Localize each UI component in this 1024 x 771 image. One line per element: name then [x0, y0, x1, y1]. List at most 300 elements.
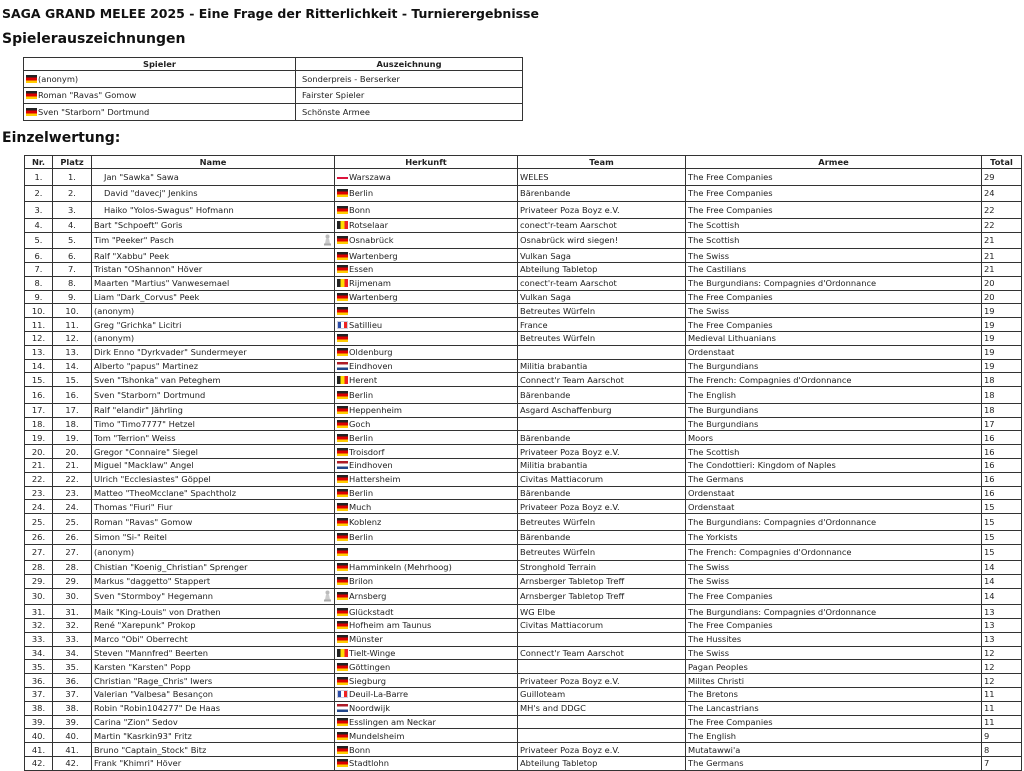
row-herkunft-cell — [335, 701, 518, 715]
row-herkunft-cell — [335, 632, 518, 646]
row-platz: 20. — [53, 445, 92, 459]
row-armee: The Free Companies — [686, 715, 982, 729]
row-herkunft-cell — [335, 304, 518, 318]
row-herkunft-cell — [335, 588, 518, 605]
row-name: Chistian "Koenig_Christian" Sprenger — [94, 562, 248, 573]
row-name-cell — [92, 185, 335, 202]
row-herkunft: Rotselaar — [349, 220, 389, 231]
col-platz: Platz — [53, 156, 92, 169]
row-team — [518, 345, 686, 359]
row-name: Marco "Obi" Oberrecht — [94, 634, 188, 645]
row-platz: 13. — [53, 345, 92, 359]
table-row — [25, 318, 1022, 332]
row-herkunft-cell — [335, 431, 518, 445]
row-team: Civitas Mattiacorum — [518, 472, 686, 486]
results-heading: Einzelwertung: — [2, 130, 121, 146]
col-spieler: Spieler — [24, 58, 296, 71]
award-player-cell — [24, 71, 296, 88]
row-name: Liam "Dark_Corvus" Peek — [94, 291, 200, 302]
row-armee: The Swiss — [686, 646, 982, 660]
row-herkunft-cell — [335, 688, 518, 702]
row-name: Markus "daggetto" Stappert — [94, 576, 211, 587]
row-herkunft-cell — [335, 218, 518, 232]
flag-de-icon — [337, 759, 348, 767]
row-team: Betreutes Würfeln — [518, 544, 686, 561]
row-herkunft: Deuil-La-Barre — [349, 689, 409, 700]
row-herkunft-cell — [335, 262, 518, 276]
row-total: 14 — [982, 574, 1022, 588]
row-armee: The French: Compagnies d'Ordonnance — [686, 544, 982, 561]
row-platz: 27. — [53, 544, 92, 561]
table-row — [25, 169, 1022, 186]
row-name: Roman "Ravas" Gomow — [94, 516, 193, 527]
row-name-cell — [92, 701, 335, 715]
row-name: Valerian "Valbesa" Besançon — [94, 689, 214, 700]
table-row — [25, 403, 1022, 417]
row-herkunft-cell — [335, 646, 518, 660]
row-armee: Ordenstaat — [686, 500, 982, 514]
row-name-cell — [92, 202, 335, 219]
flag-de-icon — [337, 252, 348, 260]
row-armee: The Bretons — [686, 688, 982, 702]
row-armee: The Free Companies — [686, 619, 982, 633]
row-name-cell — [92, 218, 335, 232]
row-name-cell — [92, 232, 335, 249]
award-player: Roman "Ravas" Gomow — [38, 90, 137, 101]
row-armee: The Free Companies — [686, 290, 982, 304]
row-nr: 41. — [25, 743, 53, 757]
row-herkunft-cell — [335, 605, 518, 619]
award-name: Schönste Armee — [296, 104, 523, 121]
flag-be-icon — [337, 376, 348, 384]
row-herkunft: Eindhoven — [349, 360, 393, 371]
row-nr: 33. — [25, 632, 53, 646]
table-row — [25, 632, 1022, 646]
table-row — [25, 472, 1022, 486]
row-armee: The Free Companies — [686, 169, 982, 186]
row-armee: The Hussites — [686, 632, 982, 646]
row-nr: 2. — [25, 185, 53, 202]
row-armee: The Free Companies — [686, 318, 982, 332]
row-herkunft-cell — [335, 458, 518, 472]
row-name-cell — [92, 660, 335, 674]
row-name: Karsten "Karsten" Popp — [94, 661, 191, 672]
table-row — [25, 232, 1022, 249]
row-total: 11 — [982, 701, 1022, 715]
row-herkunft: Stadtlohn — [349, 758, 390, 769]
row-name-cell — [92, 646, 335, 660]
row-team: WG Elbe — [518, 605, 686, 619]
page-title: SAGA GRAND MELEE 2025 - Eine Frage der Ritterlichkeit - Turnierergebnisse — [2, 6, 539, 21]
row-total: 24 — [982, 185, 1022, 202]
flag-de-icon — [337, 206, 348, 214]
flag-be-icon — [337, 221, 348, 229]
row-team: Connect'r Team Aarschot — [518, 646, 686, 660]
row-name: Jan "Sawka" Sawa — [104, 171, 179, 182]
row-herkunft-cell — [335, 403, 518, 417]
row-herkunft-cell — [335, 445, 518, 459]
row-herkunft: Hofheim am Taunus — [349, 620, 432, 631]
award-player-cell — [24, 87, 296, 104]
table-row — [25, 619, 1022, 633]
table-row — [25, 688, 1022, 702]
flag-de-icon — [337, 406, 348, 414]
row-name-cell — [92, 276, 335, 290]
row-name: Martin "Kasrkin93" Fritz — [94, 730, 192, 741]
flag-fr-icon — [337, 690, 348, 698]
row-total: 11 — [982, 688, 1022, 702]
row-armee: The Swiss — [686, 574, 982, 588]
row-team: Connect'r Team Aarschot — [518, 373, 686, 387]
row-herkunft: Satillieu — [349, 319, 383, 330]
row-herkunft: Rijmenam — [349, 278, 391, 289]
row-armee: The Germans — [686, 757, 982, 771]
row-herkunft-cell — [335, 544, 518, 561]
row-total: 20 — [982, 290, 1022, 304]
row-herkunft: Much — [349, 501, 372, 512]
row-team: Militia brabantia — [518, 359, 686, 373]
row-nr: 40. — [25, 729, 53, 743]
row-nr: 6. — [25, 249, 53, 263]
row-team: Arnsberger Tabletop Treff — [518, 588, 686, 605]
row-name-cell — [92, 249, 335, 263]
row-total: 16 — [982, 445, 1022, 459]
flag-de-icon — [337, 489, 348, 497]
award-row — [24, 71, 523, 88]
row-total: 22 — [982, 202, 1022, 219]
row-nr: 20. — [25, 445, 53, 459]
row-platz: 19. — [53, 431, 92, 445]
table-row — [25, 431, 1022, 445]
award-name: Fairster Spieler — [296, 87, 523, 104]
row-platz: 31. — [53, 605, 92, 619]
row-nr: 4. — [25, 218, 53, 232]
flag-de-icon — [26, 75, 37, 83]
row-herkunft: Berlin — [349, 389, 374, 400]
row-name-cell — [92, 290, 335, 304]
row-armee: Medieval Lithuanians — [686, 331, 982, 345]
row-armee: The Free Companies — [686, 185, 982, 202]
row-armee: The Burgundians: Compagnies d'Ordonnance — [686, 605, 982, 619]
flag-de-icon — [337, 475, 348, 483]
row-name: Ralf "Xabbu" Peek — [94, 250, 170, 261]
table-row — [25, 574, 1022, 588]
row-platz: 26. — [53, 530, 92, 544]
row-herkunft: Göttingen — [349, 661, 391, 672]
row-herkunft: Mundelsheim — [349, 730, 405, 741]
row-platz: 14. — [53, 359, 92, 373]
row-total: 21 — [982, 262, 1022, 276]
flag-de-icon — [26, 108, 37, 116]
row-nr: 27. — [25, 544, 53, 561]
row-armee: The Burgundians — [686, 417, 982, 431]
row-name-cell — [92, 574, 335, 588]
row-armee: The French: Compagnies d'Ordonnance — [686, 373, 982, 387]
row-nr: 39. — [25, 715, 53, 729]
row-nr: 31. — [25, 605, 53, 619]
row-platz: 24. — [53, 500, 92, 514]
row-name: Greg "Grichka" Licitri — [94, 319, 182, 330]
row-total: 15 — [982, 530, 1022, 544]
row-team: Stronghold Terrain — [518, 561, 686, 575]
row-name: Maik "King-Louis" von Drathen — [94, 606, 221, 617]
flag-nl-icon — [337, 704, 348, 712]
row-name-cell — [92, 387, 335, 404]
row-platz: 2. — [53, 185, 92, 202]
row-name-cell — [92, 619, 335, 633]
row-herkunft-cell — [335, 715, 518, 729]
row-nr: 29. — [25, 574, 53, 588]
row-total: 13 — [982, 605, 1022, 619]
row-name-cell — [92, 318, 335, 332]
row-name-cell — [92, 688, 335, 702]
row-herkunft: Bonn — [349, 744, 371, 755]
row-herkunft-cell — [335, 417, 518, 431]
row-herkunft: Arnsberg — [349, 591, 387, 602]
row-armee: The Condottieri: Kingdom of Naples — [686, 458, 982, 472]
row-platz: 17. — [53, 403, 92, 417]
row-nr: 36. — [25, 674, 53, 688]
row-name-cell — [92, 632, 335, 646]
row-nr: 42. — [25, 757, 53, 771]
row-nr: 21. — [25, 458, 53, 472]
row-nr: 32. — [25, 619, 53, 633]
row-platz: 33. — [53, 632, 92, 646]
row-nr: 15. — [25, 373, 53, 387]
flag-de-icon — [337, 334, 348, 342]
row-herkunft-cell — [335, 345, 518, 359]
row-total: 22 — [982, 218, 1022, 232]
row-armee: The Burgundians — [686, 403, 982, 417]
flag-fr-icon — [337, 321, 348, 329]
row-herkunft-cell — [335, 743, 518, 757]
flag-de-icon — [337, 592, 348, 600]
row-herkunft: Oldenburg — [349, 347, 393, 358]
table-row — [25, 486, 1022, 500]
row-nr: 11. — [25, 318, 53, 332]
row-team: Betreutes Würfeln — [518, 304, 686, 318]
row-nr: 34. — [25, 646, 53, 660]
row-name-cell — [92, 674, 335, 688]
row-name: Thomas "Fiuri" Fiur — [94, 501, 173, 512]
flag-de-icon — [337, 563, 348, 571]
row-platz: 42. — [53, 757, 92, 771]
flag-de-icon — [337, 307, 348, 315]
row-team: Bärenbande — [518, 431, 686, 445]
row-herkunft-cell — [335, 561, 518, 575]
table-row — [25, 373, 1022, 387]
award-row — [24, 104, 523, 121]
row-platz: 6. — [53, 249, 92, 263]
row-herkunft-cell — [335, 514, 518, 531]
row-team: France — [518, 318, 686, 332]
row-armee: Ordenstaat — [686, 486, 982, 500]
row-armee: The Scottish — [686, 218, 982, 232]
row-name-cell — [92, 359, 335, 373]
table-row — [25, 304, 1022, 318]
row-armee: Mutatawwi'a — [686, 743, 982, 757]
row-name-cell — [92, 757, 335, 771]
row-team: Bärenbande — [518, 486, 686, 500]
row-nr: 10. — [25, 304, 53, 318]
flag-de-icon — [337, 621, 348, 629]
row-name: Carina "Zion" Sedov — [94, 717, 178, 728]
row-herkunft-cell — [335, 619, 518, 633]
row-platz: 18. — [53, 417, 92, 431]
awards-heading: Spielerauszeichnungen — [2, 31, 186, 47]
row-herkunft-cell — [335, 318, 518, 332]
row-herkunft: Troisdorf — [349, 446, 385, 457]
row-name: Dirk Enno "Dyrkvader" Sundermeyer — [94, 347, 247, 358]
row-total: 12 — [982, 674, 1022, 688]
row-total: 12 — [982, 660, 1022, 674]
row-name-cell — [92, 458, 335, 472]
row-herkunft: Koblenz — [349, 516, 382, 527]
row-team — [518, 417, 686, 431]
row-herkunft-cell — [335, 249, 518, 263]
row-team: Civitas Mattiacorum — [518, 619, 686, 633]
row-platz: 5. — [53, 232, 92, 249]
table-row — [25, 218, 1022, 232]
row-name-cell — [92, 331, 335, 345]
table-row — [25, 387, 1022, 404]
row-nr: 16. — [25, 387, 53, 404]
row-total: 16 — [982, 431, 1022, 445]
row-herkunft: Wartenberg — [349, 291, 398, 302]
row-total: 14 — [982, 561, 1022, 575]
row-herkunft: Osnabrück — [349, 235, 394, 246]
flag-de-icon — [337, 348, 348, 356]
row-platz: 4. — [53, 218, 92, 232]
row-platz: 12. — [53, 331, 92, 345]
row-armee: Ordenstaat — [686, 345, 982, 359]
row-nr: 13. — [25, 345, 53, 359]
row-total: 15 — [982, 544, 1022, 561]
row-platz: 1. — [53, 169, 92, 186]
row-name: (anonym) — [94, 305, 135, 316]
row-nr: 37. — [25, 688, 53, 702]
row-total: 7 — [982, 757, 1022, 771]
row-herkunft: Esslingen am Neckar — [349, 717, 436, 728]
row-platz: 22. — [53, 472, 92, 486]
table-row — [25, 530, 1022, 544]
table-row — [25, 715, 1022, 729]
flag-be-icon — [337, 279, 348, 287]
row-name: Ralf "elandir" Jährling — [94, 405, 183, 416]
row-total: 17 — [982, 417, 1022, 431]
pawn-icon — [323, 590, 332, 602]
row-total: 14 — [982, 588, 1022, 605]
table-row — [25, 646, 1022, 660]
row-armee: The English — [686, 387, 982, 404]
row-name: Sven "Tshonka" van Peteghem — [94, 374, 221, 385]
table-row — [25, 249, 1022, 263]
table-row — [25, 445, 1022, 459]
row-name: Tom "Terrion" Weiss — [94, 432, 176, 443]
row-armee: The Scottish — [686, 445, 982, 459]
row-name-cell — [92, 561, 335, 575]
row-herkunft-cell — [335, 232, 518, 249]
row-total: 15 — [982, 514, 1022, 531]
row-platz: 38. — [53, 701, 92, 715]
row-total: 16 — [982, 458, 1022, 472]
row-platz: 34. — [53, 646, 92, 660]
row-nr: 26. — [25, 530, 53, 544]
row-platz: 35. — [53, 660, 92, 674]
row-herkunft-cell — [335, 660, 518, 674]
col-name: Name — [92, 156, 335, 169]
row-team: Abteilung Tabletop — [518, 757, 686, 771]
row-herkunft: Berlin — [349, 432, 374, 443]
row-name-cell — [92, 417, 335, 431]
row-platz: 9. — [53, 290, 92, 304]
row-team — [518, 729, 686, 743]
row-platz: 36. — [53, 674, 92, 688]
row-name: René "Xarepunk" Prokop — [94, 620, 196, 631]
row-name: Frank "Khimri" Höver — [94, 758, 182, 769]
row-armee: The Free Companies — [686, 202, 982, 219]
row-team: Privateer Poza Boyz e.V. — [518, 445, 686, 459]
row-name-cell — [92, 403, 335, 417]
row-platz: 7. — [53, 262, 92, 276]
row-name-cell — [92, 500, 335, 514]
row-total: 19 — [982, 318, 1022, 332]
row-herkunft: Tielt-Winge — [349, 648, 396, 659]
row-name-cell — [92, 530, 335, 544]
row-team: conect'r-team Aarschot — [518, 218, 686, 232]
row-name-cell — [92, 431, 335, 445]
flag-de-icon — [337, 608, 348, 616]
row-name: Bart "Schpoeft" Goris — [94, 220, 183, 231]
row-total: 13 — [982, 632, 1022, 646]
table-row — [25, 202, 1022, 219]
row-name: Miguel "Macklaw" Angel — [94, 460, 194, 471]
row-team: Guilloteam — [518, 688, 686, 702]
row-team — [518, 632, 686, 646]
row-team: conect'r-team Aarschot — [518, 276, 686, 290]
row-team: Vulkan Saga — [518, 290, 686, 304]
row-total: 29 — [982, 169, 1022, 186]
row-total: 18 — [982, 373, 1022, 387]
row-name: Steven "Mannfred" Beerten — [94, 648, 209, 659]
row-herkunft: Brilon — [349, 576, 374, 587]
col-nr: Nr. — [25, 156, 53, 169]
row-nr: 19. — [25, 431, 53, 445]
row-herkunft: Heppenheim — [349, 405, 402, 416]
row-name-cell — [92, 588, 335, 605]
row-name-cell — [92, 544, 335, 561]
row-name: (anonym) — [94, 547, 135, 558]
row-name: Tristan "OShannon" Höver — [94, 264, 203, 275]
row-nr: 28. — [25, 561, 53, 575]
row-team: Betreutes Würfeln — [518, 514, 686, 531]
row-team — [518, 715, 686, 729]
row-team: Bärenbande — [518, 530, 686, 544]
row-name-cell — [92, 445, 335, 459]
row-name-cell — [92, 345, 335, 359]
row-platz: 15. — [53, 373, 92, 387]
row-herkunft: Eindhoven — [349, 460, 393, 471]
table-row — [25, 757, 1022, 771]
row-herkunft: Münster — [349, 634, 383, 645]
row-name: Simon "Si-" Reitel — [94, 532, 167, 543]
row-herkunft-cell — [335, 530, 518, 544]
row-platz: 30. — [53, 588, 92, 605]
row-herkunft-cell — [335, 169, 518, 186]
row-total: 16 — [982, 486, 1022, 500]
row-team: Osnabrück wird siegen! — [518, 232, 686, 249]
row-name: Maarten "Martius" Vanwesemael — [94, 278, 230, 289]
